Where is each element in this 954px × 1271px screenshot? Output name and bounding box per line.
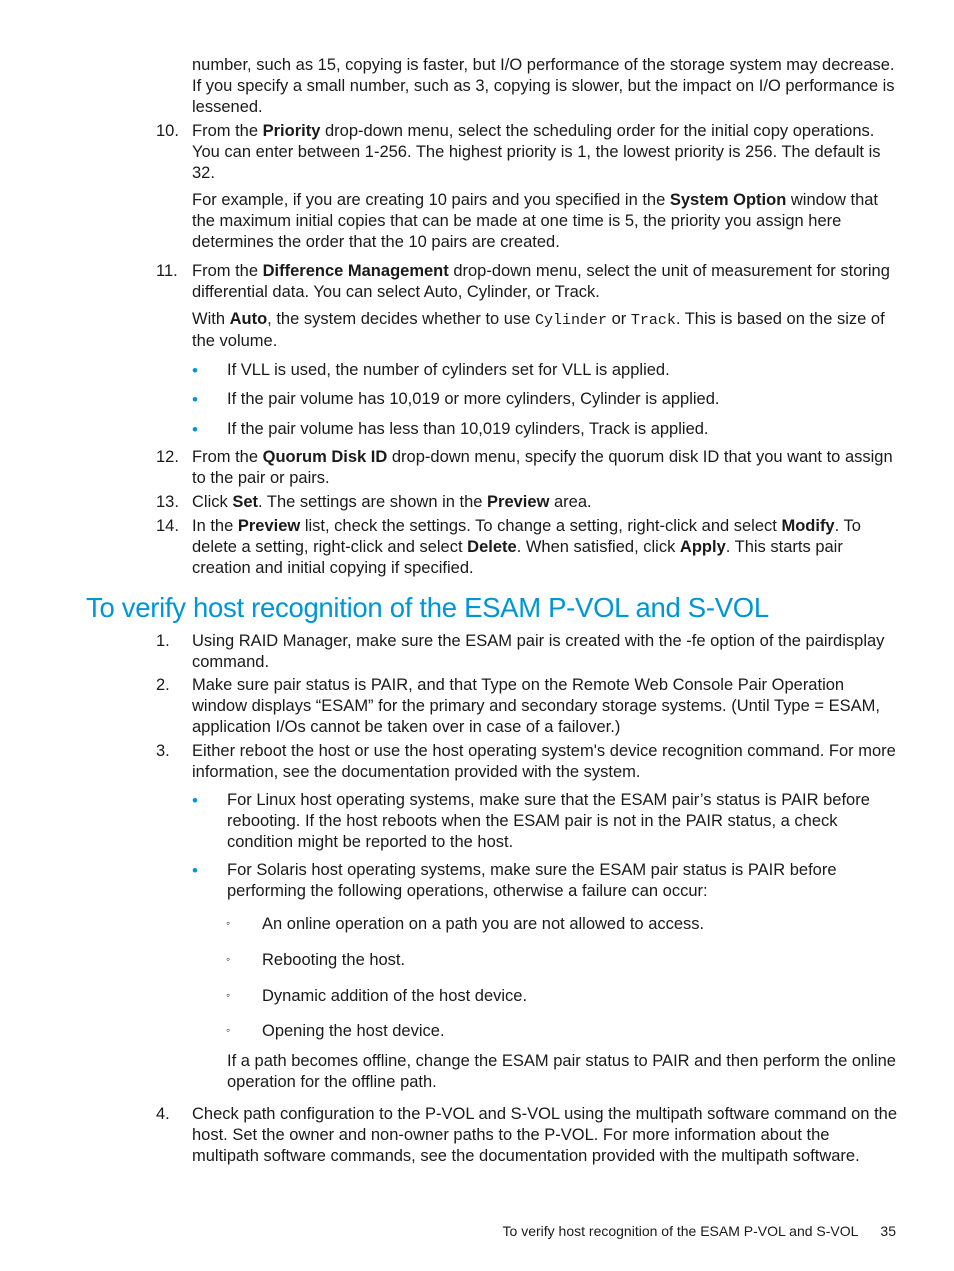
sub-list-item: Rebooting the host. — [262, 951, 406, 969]
preview-term: Preview — [237, 517, 301, 535]
circle-bullet-icon: ◦ — [226, 952, 231, 966]
bullet-icon: • — [192, 420, 198, 439]
track-code: Track — [630, 312, 676, 329]
list-item: If the pair volume has less than 10,019 cylinders, Track is applied. — [227, 420, 709, 438]
step-number: 11. — [156, 262, 178, 280]
bullet-icon: • — [192, 390, 198, 409]
offline-path-note: If a path becomes offline, change the ESAM pair status to PAIR and then perform the online operation for the offline path. — [227, 1052, 896, 1091]
section-step-text: Using RAID Manager, make sure the ESAM pair is created with the -fe option of the pairdisplay command. — [192, 632, 885, 671]
step-number: 1. — [156, 632, 170, 650]
page-number: 35 — [880, 1223, 896, 1239]
section-step-text: Make sure pair status is PAIR, and that Type on the Remote Web Console Pair Operation window displays “ESAM” for the primary and secondary storage systems. (Until Type = ESAM, application I/Os cannot be taken over in case of a failover.) — [192, 676, 880, 736]
page-footer — [503, 1221, 896, 1241]
circle-bullet-icon: ◦ — [226, 988, 231, 1002]
step-number: 14. — [156, 517, 179, 535]
step-10-text: From the Priority drop-down menu, select the scheduling order for the initial copy operations. You can enter between 1-256. The highest priority is 1, the lowest priority is 256. The default is 32. — [192, 122, 881, 182]
auto-term: Auto — [229, 310, 268, 328]
section-heading: To verify host recognition of the ESAM P-VOL and S-VOL — [86, 592, 769, 623]
list-item: If the pair volume has 10,019 or more cylinders, Cylinder is applied. — [227, 390, 720, 408]
modify-term: Modify — [781, 517, 835, 535]
circle-bullet-icon: ◦ — [226, 916, 231, 930]
section-step-text: Check path configuration to the P-VOL and S-VOL using the multipath software command on the host. Set the owner and non-owner paths to the P-VOL. For more information about the multipath software commands, see the documentation provided with the multipath software. — [192, 1105, 898, 1165]
list-item: For Solaris host operating systems, make sure the ESAM pair status is PAIR before performing the following operations, otherwise a failure can occur: — [227, 861, 837, 900]
preview-term: Preview — [487, 493, 550, 511]
step-number: 3. — [156, 742, 170, 760]
circle-bullet-icon: ◦ — [226, 1023, 231, 1037]
delete-term: Delete — [467, 538, 517, 556]
bullet-icon: • — [192, 361, 198, 380]
step-11-auto-note: With Auto, the system decides whether to use Cylinder or Track. This is based on the size of the volume. — [192, 310, 885, 350]
sub-list-item: Dynamic addition of the host device. — [262, 987, 528, 1005]
list-item: For Linux host operating systems, make sure that the ESAM pair’s status is PAIR before rebooting. If the host reboots when the ESAM pair is not in the PAIR status, a check condition might be reported to the host. — [227, 791, 870, 851]
footer-title: To verify host recognition of the ESAM P-VOL and S-VOL — [502, 1223, 859, 1239]
step-number: 2. — [156, 676, 170, 694]
quorum-disk-id-term: Quorum Disk ID — [262, 448, 388, 466]
step-number: 4. — [156, 1105, 170, 1123]
sub-list-item: An online operation on a path you are not allowed to access. — [262, 915, 705, 933]
step-11-text: From the Difference Management drop-down menu, select the unit of measurement for storing differential data. You can select Auto, Cylinder, or Track. — [192, 262, 890, 301]
apply-term: Apply — [679, 538, 726, 556]
sub-list-item: Opening the host device. — [262, 1022, 445, 1040]
list-item: If VLL is used, the number of cylinders set for VLL is applied. — [227, 361, 670, 379]
cylinder-code: Cylinder — [534, 312, 607, 329]
section-step-text: Either reboot the host or use the host operating system's device recognition command. For more information, see the documentation provided with the system. — [192, 742, 896, 781]
difference-management-term: Difference Management — [262, 262, 449, 280]
step-13-text: Click Set. The settings are shown in the Preview area. — [192, 493, 592, 511]
step-number: 12. — [156, 448, 179, 466]
step-number: 10. — [156, 122, 179, 140]
step-10-example: For example, if you are creating 10 pairs and you specified in the System Option window that the maximum initial copies that can be made at one time is 5, the priority you assign here determines the order that the 10 pairs are created. — [192, 191, 879, 251]
bullet-icon: • — [192, 791, 198, 810]
priority-term: Priority — [262, 122, 321, 140]
step-14-text: In the Preview list, check the settings. To change a setting, right-click and select Modify. To delete a setting, right-click and select Delete. When satisfied, click Apply. This starts pair creation and initial copying if specified. — [192, 517, 861, 577]
system-option-term: System Option — [669, 191, 787, 209]
set-term: Set — [232, 493, 259, 511]
bullet-icon: • — [192, 861, 198, 880]
intro-paragraph: number, such as 15, copying is faster, but I/O performance of the storage system may decrease. If you specify a small number, such as 3, copying is slower, but the impact on I/O performance is lessened. — [192, 56, 895, 116]
step-12-text: From the Quorum Disk ID drop-down menu, specify the quorum disk ID that you want to assign to the pair or pairs. — [192, 448, 893, 487]
step-number: 13. — [156, 493, 179, 511]
